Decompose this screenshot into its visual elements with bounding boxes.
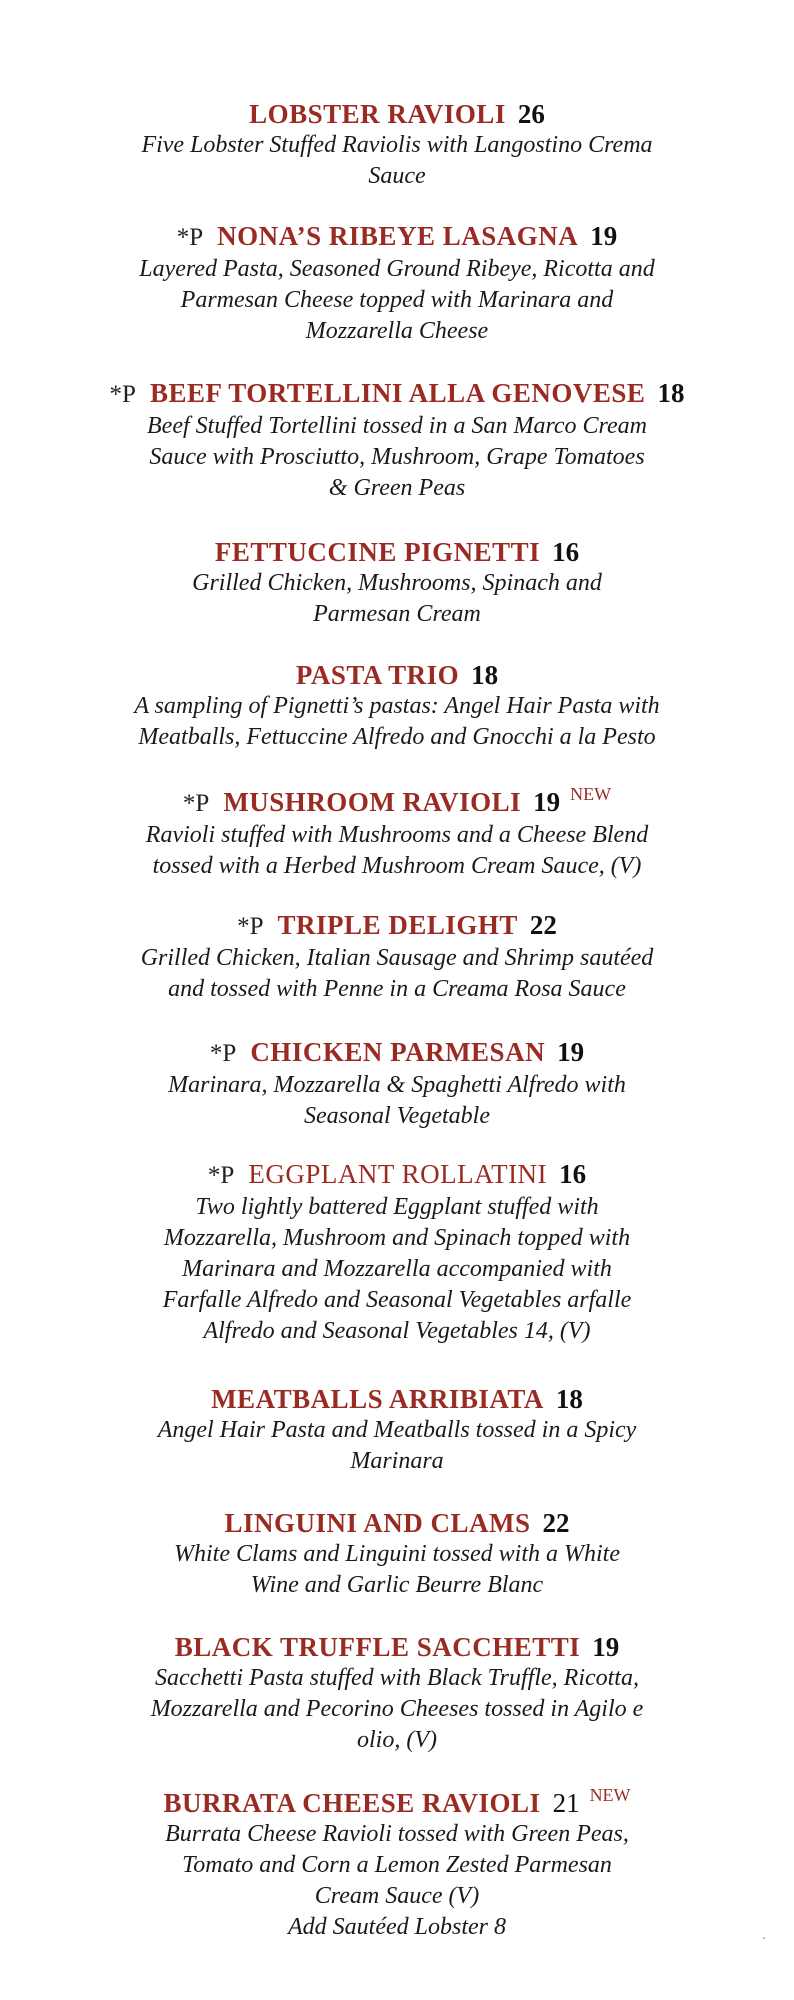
- dish-price: 16: [552, 537, 580, 567]
- dish-description-line: Sauce: [368, 163, 426, 189]
- dish-name: BLACK TRUFFLE SACCHETTI: [174, 1632, 581, 1662]
- menu-item-lobster-ravioli: [0, 98, 794, 192]
- dish-description-line: Grilled Chicken, Italian Sausage and Shrimp sautéed: [140, 945, 654, 971]
- item-marker: *P: [207, 1162, 235, 1189]
- dish-description-line: & Green Peas: [328, 475, 466, 501]
- menu-item-title: [0, 536, 794, 568]
- menu-item-beef-tortellini: [0, 377, 794, 504]
- dish-description-line: Angel Hair Pasta and Meatballs tossed in a Spicy: [157, 1417, 637, 1443]
- dish-description-line: Seasonal Vegetable: [304, 1103, 490, 1129]
- menu-item-black-truffle-sacchetti: [0, 1631, 794, 1756]
- dish-description-line: Mozzarella, Mushroom and Spinach topped with: [163, 1225, 631, 1251]
- dish-description-line: Parmesan Cream: [313, 601, 481, 627]
- dish-description-line: Burrata Cheese Ravioli tossed with Green Peas,: [165, 1821, 629, 1847]
- menu-item-title: [0, 1158, 794, 1192]
- menu-item-title: [0, 1631, 794, 1663]
- dish-description-line: Parmesan Cheese topped with Marinara and: [180, 287, 614, 313]
- dish-price: 16: [559, 1159, 587, 1189]
- dish-price: 18: [657, 378, 685, 408]
- dish-description-line: Cream Sauce (V): [314, 1883, 480, 1909]
- menu-item-title: [0, 1787, 794, 1819]
- dish-description-line: Marinara: [350, 1448, 444, 1474]
- dish-price: 22: [529, 910, 557, 940]
- menu-item-chicken-parmesan: [0, 1036, 794, 1132]
- dish-name: MUSHROOM RAVIOLI: [223, 787, 522, 817]
- dish-description-line: Two lightly battered Eggplant stuffed with: [195, 1194, 599, 1220]
- dish-description-line: olio, (V): [357, 1727, 437, 1753]
- dish-name: NONA’S RIBEYE LASAGNA: [217, 221, 579, 251]
- dish-name: FETTUCCINE PIGNETTI: [214, 537, 541, 567]
- dish-description-line: Meatballs, Fettuccine Alfredo and Gnocchi a la Pesto: [138, 724, 656, 750]
- dish-description-line: and tossed with Penne in a Creama Rosa Sauce: [168, 976, 626, 1002]
- dish-description-line: Marinara and Mozzarella accompanied with: [182, 1256, 612, 1282]
- dish-price: 21: [552, 1788, 580, 1818]
- dish-description-line: Mozzarella Cheese: [305, 318, 489, 344]
- dish-name: BEEF TORTELLINI ALLA GENOVESE: [149, 378, 646, 408]
- dish-name: LINGUINI AND CLAMS: [224, 1508, 531, 1538]
- dish-description-line: Farfalle Alfredo and Seasonal Vegetables arfalle: [162, 1287, 632, 1313]
- dish-description-line: tossed with a Herbed Mushroom Cream Sauce, (V): [152, 853, 642, 879]
- menu-item-burrata-cheese-ravioli: [0, 1787, 794, 1943]
- item-marker: *P: [109, 381, 136, 408]
- menu-item-meatballs-arribiata: [0, 1383, 794, 1477]
- dish-name: CHICKEN PARMESAN: [250, 1037, 546, 1067]
- dish-name: LOBSTER RAVIOLI: [249, 99, 506, 129]
- dish-price: 19: [592, 1632, 620, 1662]
- new-badge: NEW: [589, 1785, 631, 1805]
- dish-description-line: Grilled Chicken, Mushrooms, Spinach and: [192, 570, 602, 596]
- dish-description-line: Marinara, Mozzarella & Spaghetti Alfredo with: [168, 1072, 626, 1098]
- menu-item-title: [0, 220, 794, 254]
- dish-name: PASTA TRIO: [295, 660, 460, 690]
- dish-description-line: Tomato and Corn a Lemon Zested Parmesan: [182, 1852, 612, 1878]
- dish-price: 19: [533, 787, 561, 817]
- menu-item-title: [0, 1036, 794, 1070]
- dish-price: 18: [471, 660, 499, 690]
- menu-item-title: [0, 659, 794, 691]
- menu-item-title: [0, 786, 794, 820]
- dish-name: EGGPLANT ROLLATINI: [248, 1159, 548, 1189]
- menu-item-title: [0, 1507, 794, 1539]
- dish-name: TRIPLE DELIGHT: [277, 910, 518, 940]
- menu-item-fettuccine-pignetti: [0, 536, 794, 630]
- dish-description-line: A sampling of Pignetti’s pastas: Angel Hair Pasta with: [134, 693, 660, 719]
- item-marker: *P: [209, 1040, 237, 1067]
- menu-item-eggplant-rollatini: [0, 1158, 794, 1347]
- dish-price: 26: [517, 99, 545, 129]
- item-marker: *P: [237, 913, 264, 940]
- new-badge: NEW: [570, 784, 612, 804]
- dish-description-line: Mozzarella and Pecorino Cheeses tossed in Agilo e: [150, 1696, 644, 1722]
- item-marker: *P: [182, 790, 210, 817]
- dish-description-line: Layered Pasta, Seasoned Ground Ribeye, Ricotta and: [139, 256, 655, 282]
- menu-item-title: [0, 909, 794, 943]
- dish-description-line: Five Lobster Stuffed Raviolis with Langostino Crema: [141, 132, 653, 158]
- menu-item-triple-delight: [0, 909, 794, 1005]
- dish-description-line: Sauce with Prosciutto, Mushroom, Grape Tomatoes: [149, 444, 645, 470]
- menu-item-linguini-and-clams: [0, 1507, 794, 1601]
- dish-description-line: Add Sautéed Lobster 8: [288, 1914, 506, 1940]
- dish-price: 19: [590, 221, 618, 251]
- menu-item-title: [0, 377, 794, 411]
- dish-description-line: Wine and Garlic Beurre Blanc: [250, 1572, 544, 1598]
- dish-description-line: Beef Stuffed Tortellini tossed in a San Marco Cream: [147, 413, 647, 439]
- item-marker: *P: [176, 224, 204, 251]
- menu-item-pasta-trio: [0, 659, 794, 753]
- menu-item-title: [0, 1383, 794, 1415]
- dish-description-line: Alfredo and Seasonal Vegetables 14, (V): [203, 1318, 591, 1344]
- dish-description-line: White Clams and Linguini tossed with a White: [173, 1541, 620, 1567]
- dish-name: BURRATA CHEESE RAVIOLI: [163, 1788, 541, 1818]
- dish-price: 18: [555, 1384, 583, 1414]
- menu-item-nonas-ribeye-lasagna: [0, 220, 794, 347]
- dish-name: MEATBALLS ARRIBIATA: [211, 1384, 544, 1414]
- dish-price: 19: [557, 1037, 585, 1067]
- dish-description-line: Ravioli stuffed with Mushrooms and a Cheese Blend: [145, 822, 649, 848]
- corner-dot: [763, 1937, 765, 1939]
- menu-item-mushroom-ravioli: [0, 786, 794, 882]
- dish-description-line: Sacchetti Pasta stuffed with Black Truffle, Ricotta,: [155, 1665, 639, 1691]
- menu-item-title: [0, 98, 794, 130]
- dish-price: 22: [542, 1508, 570, 1538]
